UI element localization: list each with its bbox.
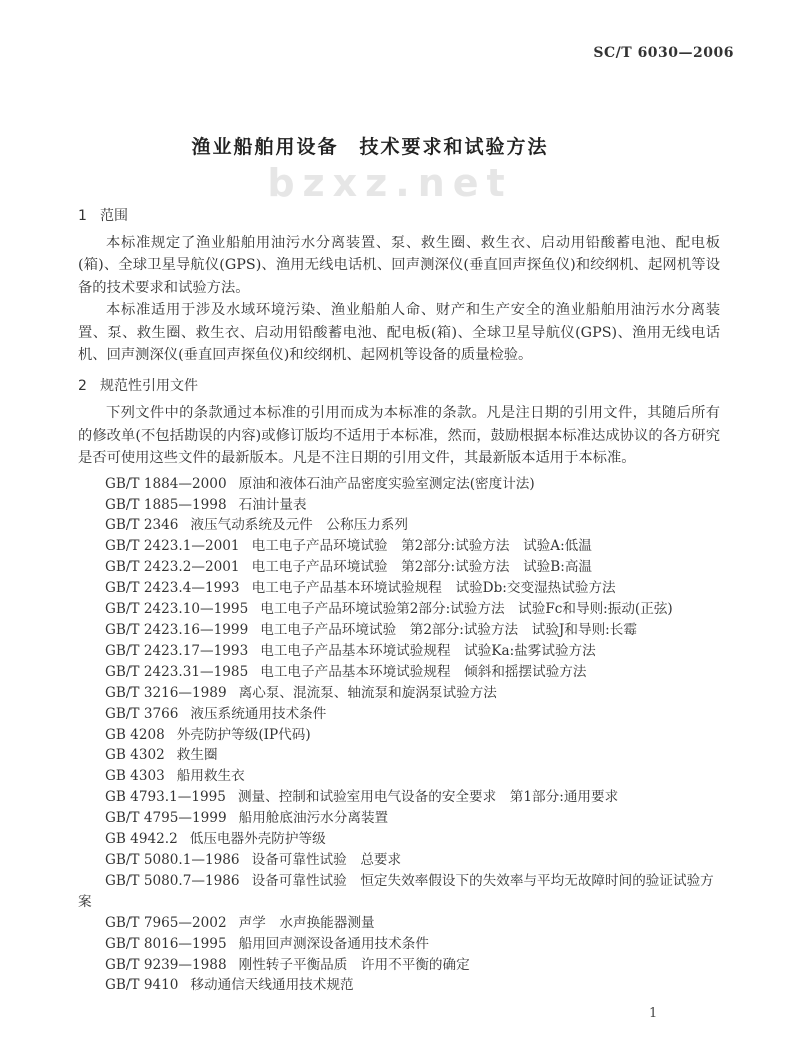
reference-code: GB/T 4795—1999 <box>105 810 227 827</box>
reference-item <box>78 599 720 620</box>
reference-code: GB/T 2423.31—1985 <box>105 663 249 680</box>
section-title: 范围 <box>100 208 128 224</box>
section-heading-normative-references <box>78 376 720 396</box>
reference-title: 电工电子产品环境试验第2部分:试验方法 试验Fc和导则:振动(正弦) <box>260 601 673 618</box>
reference-title: 移动通信天线通用技术规范 <box>190 977 354 994</box>
reference-title: 液压系统通用技术条件 <box>190 705 327 722</box>
section-number: 2 <box>78 378 87 395</box>
reference-code: GB/T 2423.1—2001 <box>105 538 240 555</box>
reference-item <box>78 955 720 976</box>
reference-item <box>78 829 720 850</box>
reference-title: 电工电子产品基本环境试验规程 倾斜和摇摆试验方法 <box>260 663 587 680</box>
reference-title: 船用回声测深设备通用技术条件 <box>238 935 429 952</box>
reference-title: 原油和液体石油产品密度实验室测定法(密度计法) <box>238 475 535 492</box>
reference-title: 刚性转子平衡品质 许用不平衡的确定 <box>238 956 470 973</box>
reference-code: GB/T 3216—1989 <box>105 684 227 701</box>
reference-item <box>78 913 720 934</box>
reference-item <box>78 975 720 996</box>
reference-title: 液压气动系统及元件 公称压力系列 <box>190 517 408 534</box>
reference-code: GB/T 5080.7—1986 <box>105 872 240 889</box>
reference-title: 电工电子产品基本环境试验规程 试验Ka:盐雾试验方法 <box>260 642 596 659</box>
reference-code: GB/T 2423.16—1999 <box>105 622 249 638</box>
reference-code: GB 4303 <box>105 768 165 785</box>
reference-item <box>78 557 720 578</box>
reference-title: 电工电子产品环境试验 第2部分:试验方法 试验A:低温 <box>251 538 592 555</box>
reference-code: GB 4793.1—1995 <box>105 789 226 806</box>
reference-item <box>78 578 720 599</box>
reference-code: GB/T 8016—1995 <box>105 935 227 952</box>
reference-code: GB/T 9410 <box>105 977 179 994</box>
reference-item <box>78 704 720 725</box>
reference-item <box>78 766 720 787</box>
reference-code: GB/T 2423.17—1993 <box>105 642 249 659</box>
reference-code: GB 4208 <box>105 726 165 743</box>
paragraph: 下列文件中的条款通过本标准的引用而成为本标准的条款。凡是注日期的引用文件，其随后所有的修改单(不包括勘误的内容)或修订版均不适用于本标准，然而，鼓励根据本标准达成协议的各方研究是否可使用这些文件的最新版本。凡是不注日期的引用文件，其最新版本适用于本标准。 <box>78 405 720 467</box>
reference-title: 船用救生衣 <box>176 768 245 785</box>
reference-title: 救生圈 <box>176 747 218 764</box>
reference-item <box>78 536 720 557</box>
reference-code: GB/T 9239—1988 <box>105 956 227 973</box>
reference-title: 外壳防护等级(IP代码) <box>176 726 311 743</box>
reference-item <box>78 745 720 766</box>
reference-code: GB 4942.2 <box>105 831 178 848</box>
standard-code-header: SC/T 6030—2006 <box>593 45 734 61</box>
document-title: 渔业船舶用设备 技术要求和试验方法 <box>191 136 549 158</box>
reference-title: 测量、控制和试验室用电气设备的安全要求 第1部分:通用要求 <box>237 789 619 806</box>
section-heading-scope <box>78 206 720 226</box>
reference-title: 声学 水声换能器测量 <box>238 914 375 931</box>
reference-item <box>78 787 720 808</box>
paragraph: 本标准适用于涉及水域环境污染、渔业船舶人命、财产和生产安全的渔业船舶用油污水分离装置、泵、救生圈、救生衣、启动用铅酸蓄电池、配电板(箱)、全球卫星导航仪(GPS)、渔用无线电话机、回声测深仪(垂直回声探鱼仪)和绞纲机、起网机等设备的质量检验。 <box>78 302 720 364</box>
watermark: bzxz.net <box>267 164 513 202</box>
reference-item <box>78 871 720 913</box>
section-number: 1 <box>78 208 87 224</box>
reference-item <box>78 725 720 746</box>
reference-title: 低压电器外壳防护等级 <box>189 831 326 848</box>
reference-code: GB 4302 <box>105 747 165 764</box>
reference-code: GB/T 1884—2000 <box>105 475 227 492</box>
reference-item <box>78 934 720 955</box>
reference-item <box>78 515 720 536</box>
reference-code: GB/T 2346 <box>105 517 179 534</box>
reference-title: 设备可靠性试验 恒定失效率假设下的失效率与平均无故障时间的验证试验方案 <box>78 872 714 910</box>
reference-title: 船用舱底油污水分离装置 <box>238 810 389 827</box>
reference-item <box>78 495 720 516</box>
page-number: 1 <box>649 1006 658 1021</box>
reference-title: 电工电子产品环境试验 第2部分:试验方法 试验J和导则:长霉 <box>260 622 637 638</box>
reference-code: GB/T 2423.4—1993 <box>105 580 240 597</box>
reference-item <box>78 662 720 683</box>
reference-title: 电工电子产品环境试验 第2部分:试验方法 试验B:高温 <box>251 559 593 576</box>
paragraph: 本标准规定了渔业船舶用油污水分离装置、泵、救生圈、救生衣、启动用铅酸蓄电池、配电板(箱)、全球卫星导航仪(GPS)、渔用无线电话机、回声测深仪(垂直回声探鱼仪)和绞纲机、起网机等设备的技术要求和试验方法。 <box>78 235 720 296</box>
reference-code: GB/T 1885—1998 <box>105 496 227 513</box>
reference-item <box>78 620 720 641</box>
reference-item <box>78 808 720 829</box>
reference-title: 电工电子产品基本环境试验规程 试验Db:交变湿热试验方法 <box>251 580 616 597</box>
reference-item <box>78 474 720 495</box>
reference-title: 设备可靠性试验 总要求 <box>251 851 402 868</box>
reference-code: GB/T 2423.10—1995 <box>105 601 249 618</box>
reference-list <box>78 474 720 997</box>
section-title: 规范性引用文件 <box>100 378 198 395</box>
reference-title: 石油计量表 <box>238 496 307 513</box>
reference-item <box>78 641 720 662</box>
document-body <box>78 206 720 996</box>
reference-code: GB/T 3766 <box>105 705 179 722</box>
reference-code: GB/T 5080.1—1986 <box>105 851 240 868</box>
reference-code: GB/T 2423.2—2001 <box>105 559 240 576</box>
reference-item <box>78 850 720 871</box>
reference-item <box>78 683 720 704</box>
reference-code: GB/T 7965—2002 <box>105 914 227 931</box>
reference-title: 离心泵、混流泵、轴流泵和旋涡泵试验方法 <box>238 684 497 701</box>
